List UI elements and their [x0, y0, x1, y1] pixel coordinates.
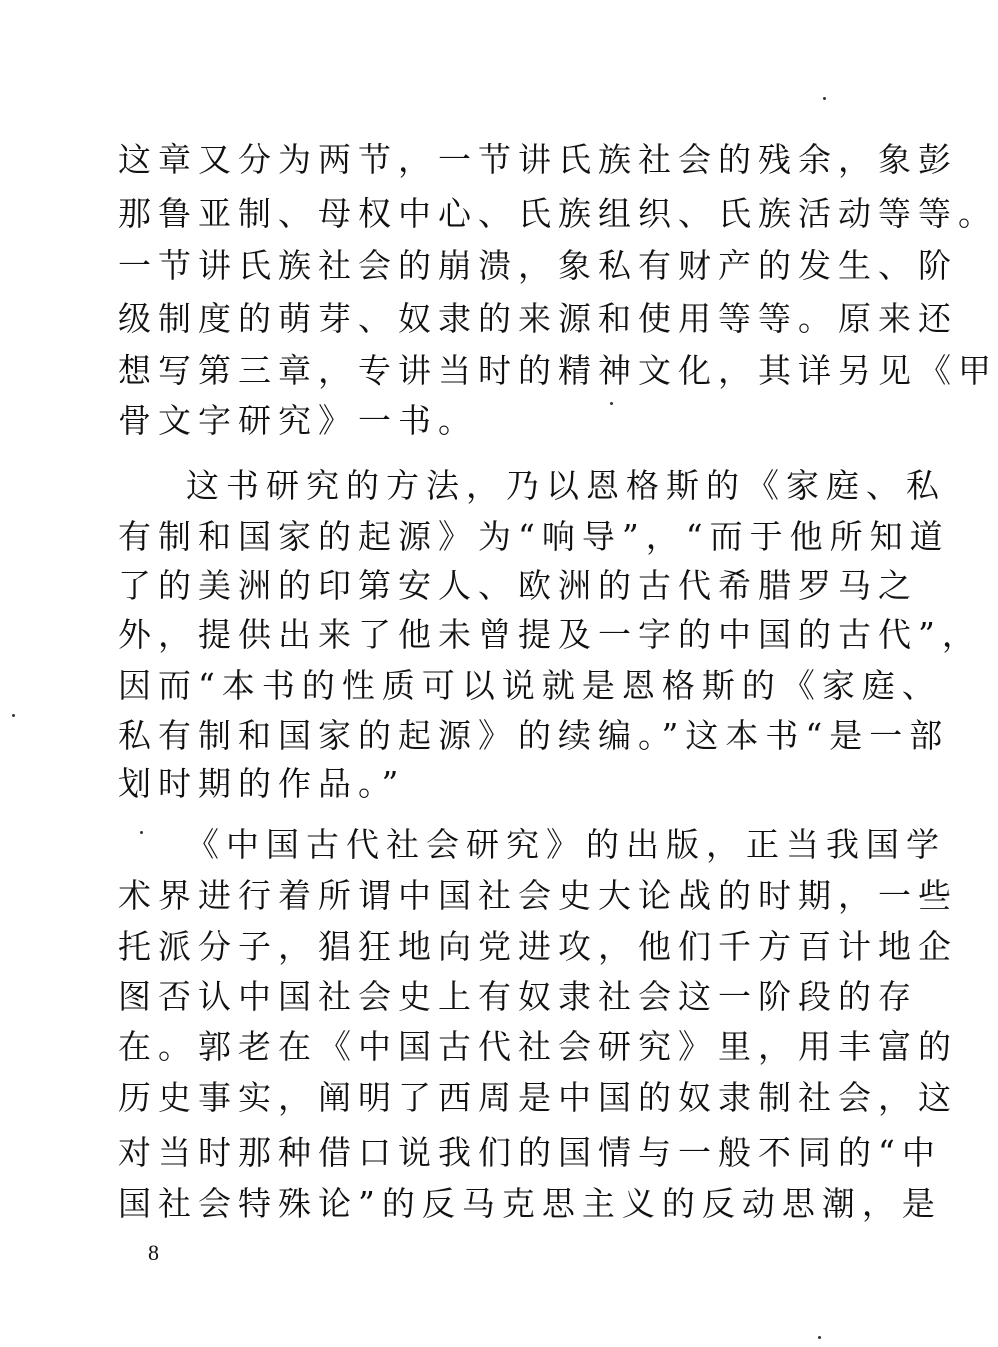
text-line: 这书研究的方法，乃以恩格斯的《家庭、私	[186, 466, 946, 505]
text-line: 级制度的萌芽、奴隶的来源和使用等等。原来还	[118, 299, 958, 338]
scan-speck	[610, 402, 613, 405]
text-line: 《中国古代社会研究》的出版，正当我国学	[186, 825, 946, 864]
text-line: 一节讲氏族社会的崩溃，象私有财产的发生、阶	[118, 246, 958, 285]
text-line: 了的美洲的印第安人、欧洲的古代希腊罗马之	[118, 566, 918, 605]
scan-speck	[12, 714, 15, 717]
scan-speck	[140, 831, 143, 834]
text-line: 因而“本书的性质可以说就是恩格斯的《家庭、	[118, 666, 942, 705]
text-line: 历史事实，阐明了西周是中国的奴隶制社会，这	[118, 1078, 958, 1117]
text-line: 想写第三章，专讲当时的精神文化，其详另见《甲	[118, 351, 998, 390]
text-line: 术界进行着所谓中国社会史大论战的时期，一些	[118, 876, 958, 915]
text-line: 这章又分为两节，一节讲氏族社会的残余，象彭	[118, 140, 958, 179]
text-line: 图否认中国社会史上有奴隶社会这一阶段的存	[118, 977, 918, 1016]
page-number: 8	[148, 1240, 159, 1265]
text-line: 国社会特殊论”的反马克思主义的反动思潮，是	[118, 1184, 942, 1223]
text-line: 对当时那种借口说我们的国情与一般不同的“中	[118, 1133, 942, 1172]
text-line: 那鲁亚制、母权中心、氏族组织、氏族活动等等。	[118, 194, 998, 233]
text-line: 有制和国家的起源》为“响导”，“而于他所知道	[118, 517, 950, 556]
text-line: 托派分子，猖狂地向党进攻，他们千方百计地企	[118, 927, 958, 966]
text-line: 私有制和国家的起源》的续编。”这本书“是一部	[118, 716, 950, 755]
text-line: 划时期的作品。”	[118, 764, 406, 803]
scan-speck	[823, 97, 826, 100]
text-line: 在。郭老在《中国古代社会研究》里，用丰富的	[118, 1027, 958, 1066]
scan-speck	[818, 1336, 821, 1339]
text-line: 骨文字研究》一书。	[118, 401, 478, 440]
text-line: 外，提供出来了他未曾提及一字的中国的古代”，	[118, 615, 982, 654]
